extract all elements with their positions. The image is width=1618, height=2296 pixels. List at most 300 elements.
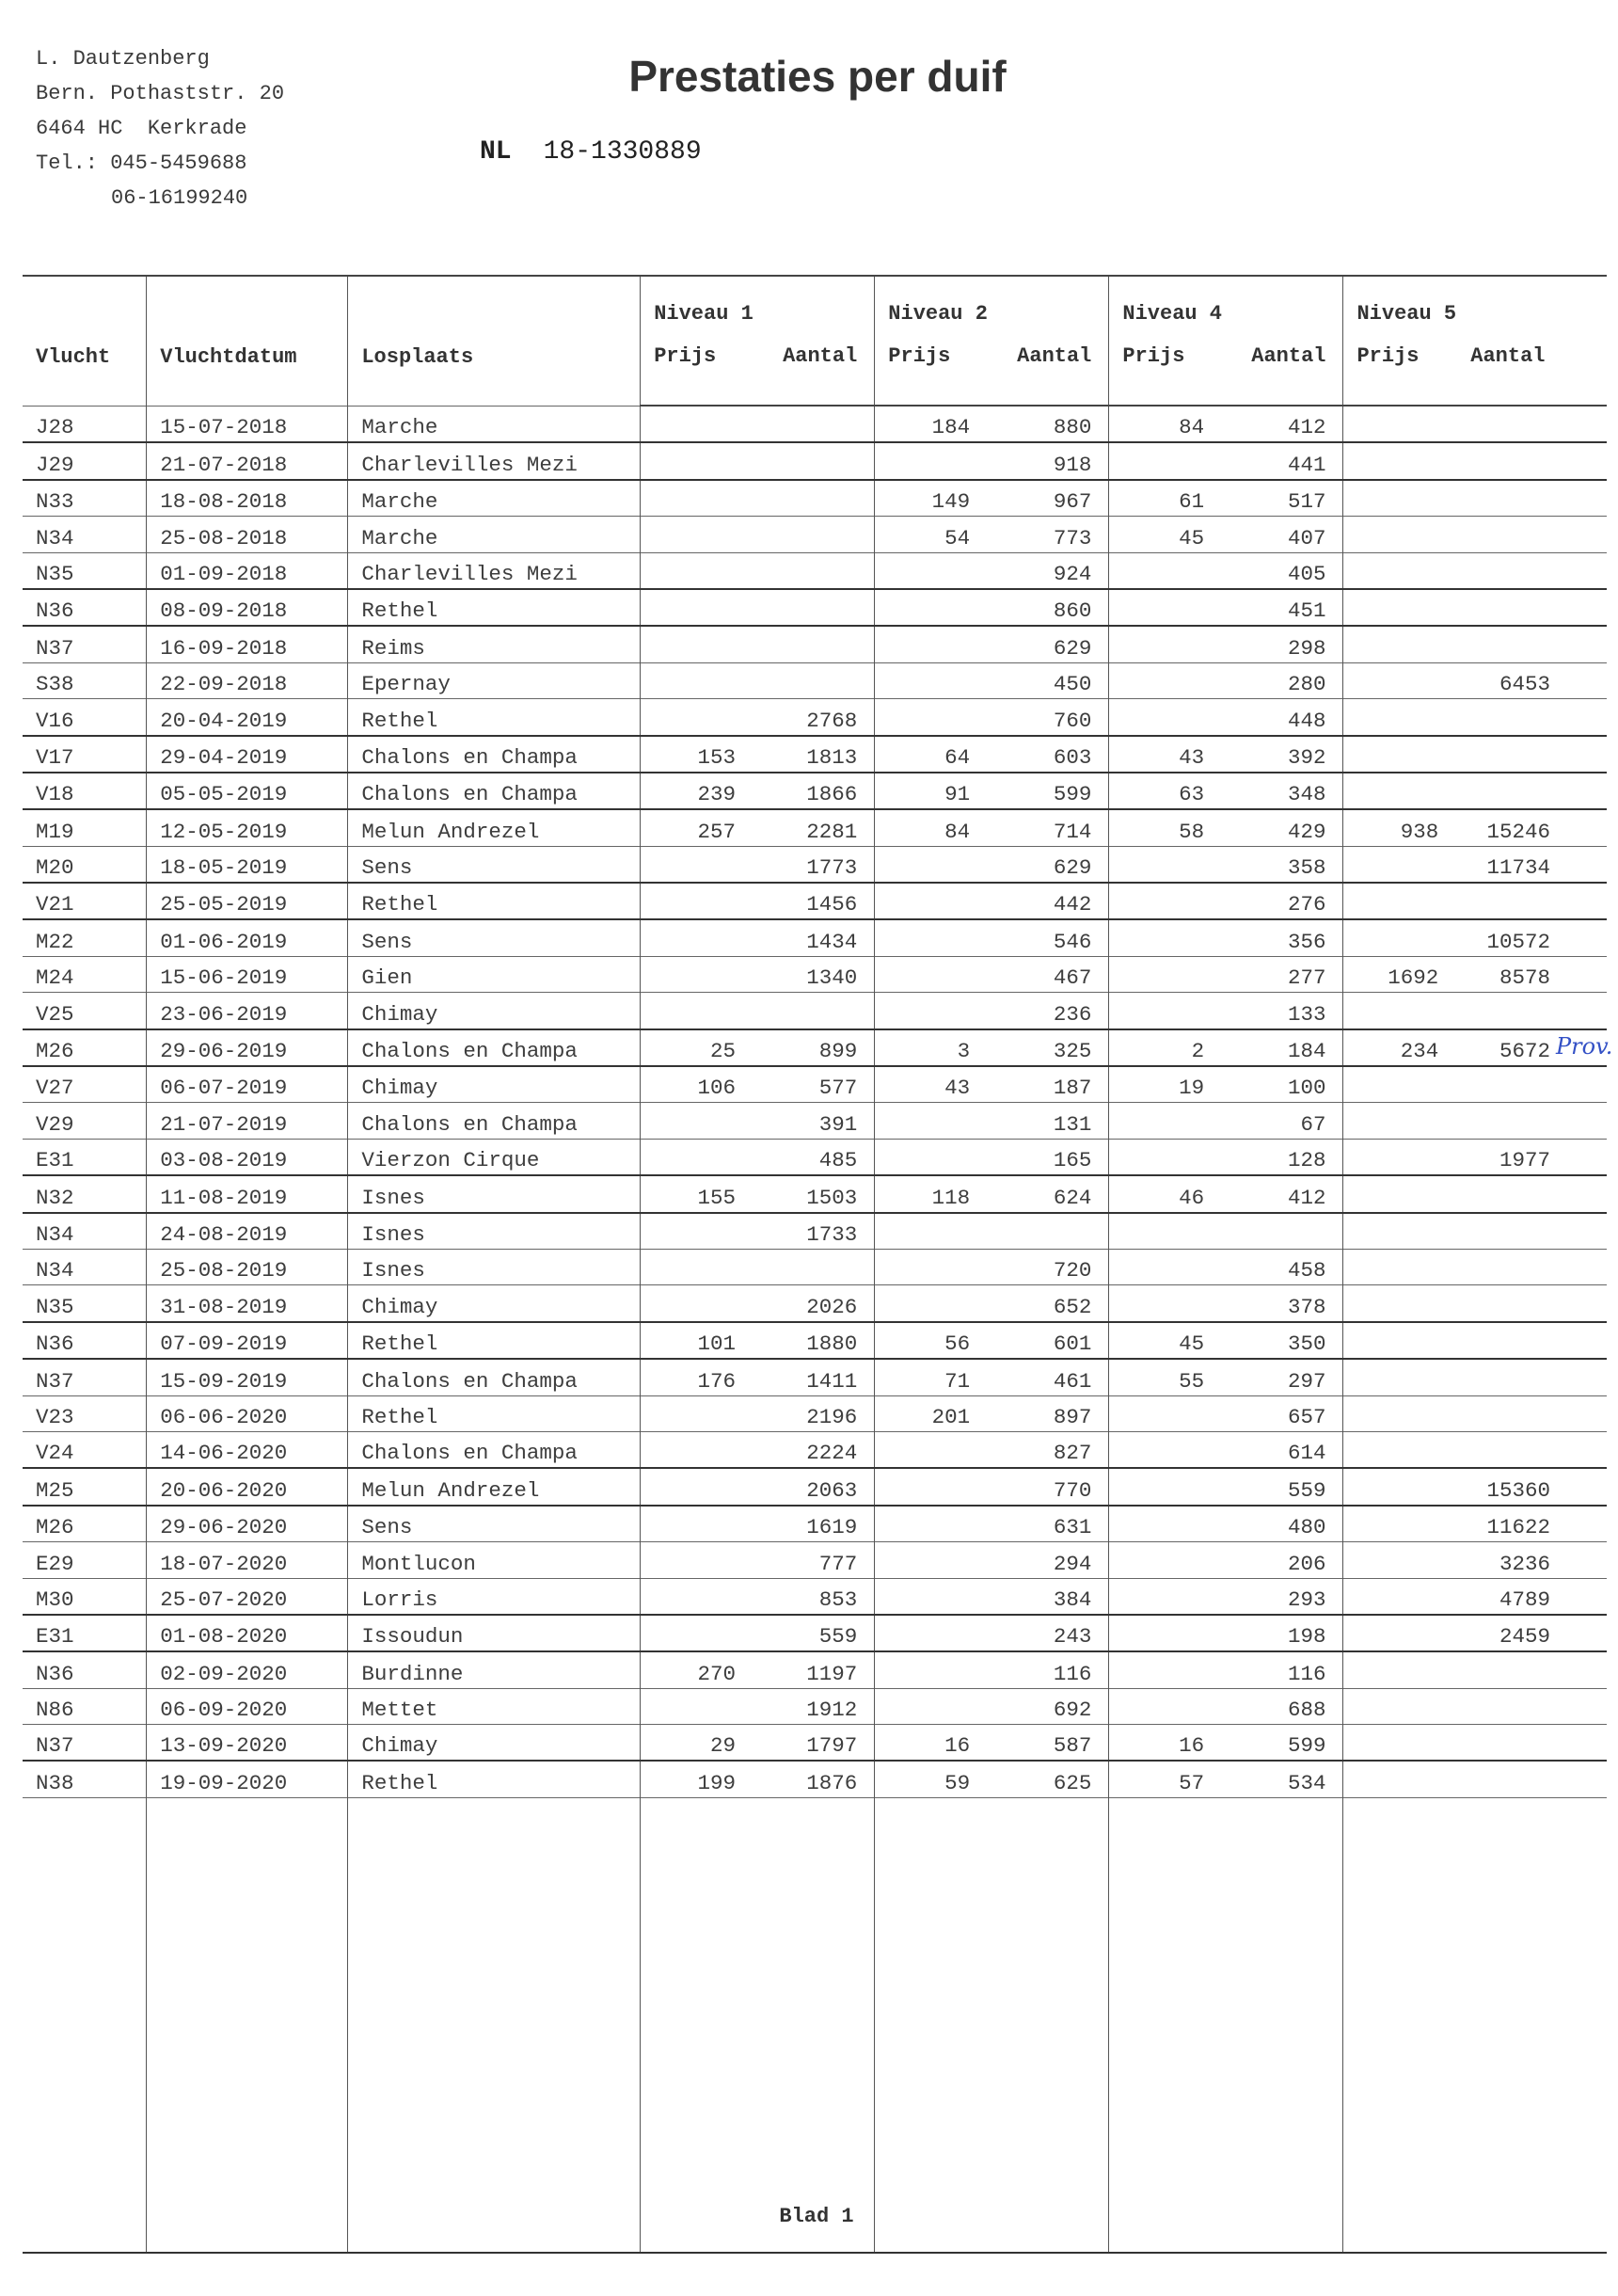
cell-n2-prijs bbox=[875, 552, 983, 589]
cell-n5-prijs bbox=[1343, 1651, 1451, 1688]
cell-n1-prijs bbox=[641, 1431, 749, 1468]
ring-number bbox=[480, 137, 702, 167]
cell-n2-prijs bbox=[875, 1285, 983, 1322]
cell-n1-prijs bbox=[641, 1468, 749, 1505]
cell-vlucht: M25 bbox=[23, 1468, 147, 1505]
cell-losplaats: Chimay bbox=[348, 1285, 641, 1322]
table-row bbox=[23, 517, 1607, 552]
cell-vluchtdatum: 07-09-2019 bbox=[147, 1322, 348, 1359]
cell-n4-prijs: 58 bbox=[1109, 809, 1217, 846]
cell-n4-prijs bbox=[1109, 1139, 1217, 1175]
cell-n2-aantal: 897 bbox=[983, 1395, 1109, 1431]
cell-n2-aantal: 880 bbox=[983, 406, 1109, 442]
cell-n1-prijs: 257 bbox=[641, 809, 749, 846]
cell-n1-aantal: 1197 bbox=[749, 1651, 875, 1688]
table-row bbox=[23, 1066, 1607, 1103]
cell-n1-prijs bbox=[641, 1395, 749, 1431]
cell-n1-aantal: 2196 bbox=[749, 1395, 875, 1431]
cell-n5-aantal bbox=[1451, 480, 1607, 517]
header-niveau-5: Niveau 5 bbox=[1343, 276, 1607, 344]
cell-vlucht: N86 bbox=[23, 1688, 147, 1724]
cell-n2-aantal: 294 bbox=[983, 1542, 1109, 1578]
cell-vlucht: N35 bbox=[23, 552, 147, 589]
cell-n1-prijs bbox=[641, 1615, 749, 1651]
table-row bbox=[23, 1103, 1607, 1139]
cell-n1-prijs bbox=[641, 626, 749, 662]
cell-n4-aantal: 448 bbox=[1217, 699, 1343, 736]
cell-n1-aantal: 391 bbox=[749, 1103, 875, 1139]
empty-cell bbox=[749, 1797, 875, 2253]
table-row bbox=[23, 1213, 1607, 1250]
cell-n4-aantal: 480 bbox=[1217, 1506, 1343, 1542]
cell-n4-prijs bbox=[1109, 1431, 1217, 1468]
cell-vlucht: N34 bbox=[23, 1249, 147, 1284]
header-vluchtdatum: Vluchtdatum bbox=[147, 276, 348, 406]
cell-n5-prijs bbox=[1343, 626, 1451, 662]
cell-losplaats: Sens bbox=[348, 1506, 641, 1542]
cell-n4-aantal: 293 bbox=[1217, 1578, 1343, 1615]
cell-vlucht: V27 bbox=[23, 1066, 147, 1103]
cell-n4-aantal: 67 bbox=[1217, 1103, 1343, 1139]
cell-vlucht: N37 bbox=[23, 1359, 147, 1395]
cell-n1-aantal: 1434 bbox=[749, 919, 875, 956]
cell-n2-prijs bbox=[875, 1615, 983, 1651]
cell-vlucht: N38 bbox=[23, 1761, 147, 1797]
cell-n4-prijs bbox=[1109, 626, 1217, 662]
cell-n2-prijs bbox=[875, 1651, 983, 1688]
cell-n1-aantal: 559 bbox=[749, 1615, 875, 1651]
cell-n2-aantal: 629 bbox=[983, 626, 1109, 662]
header-n1-aantal: Aantal bbox=[749, 344, 875, 406]
cell-n2-prijs: 59 bbox=[875, 1761, 983, 1797]
cell-n2-aantal: 692 bbox=[983, 1688, 1109, 1724]
cell-losplaats: Chalons en Champa bbox=[348, 773, 641, 809]
header-n5-aantal: Aantal bbox=[1451, 344, 1607, 406]
cell-n1-aantal: 1503 bbox=[749, 1175, 875, 1212]
cell-n5-prijs bbox=[1343, 1322, 1451, 1359]
cell-n2-prijs: 54 bbox=[875, 517, 983, 552]
cell-n4-prijs: 63 bbox=[1109, 773, 1217, 809]
cell-losplaats: Charlevilles Mezi bbox=[348, 442, 641, 479]
cell-n4-aantal: 657 bbox=[1217, 1395, 1343, 1431]
table-row bbox=[23, 919, 1607, 956]
cell-n1-prijs bbox=[641, 1578, 749, 1615]
cell-n4-prijs bbox=[1109, 662, 1217, 698]
table-row bbox=[23, 1761, 1607, 1797]
table-row bbox=[23, 1506, 1607, 1542]
table-row bbox=[23, 442, 1607, 479]
cell-vluchtdatum: 23-06-2019 bbox=[147, 993, 348, 1029]
cell-n1-aantal bbox=[749, 552, 875, 589]
cell-n5-aantal: 6453 bbox=[1451, 662, 1607, 698]
cell-n5-aantal: 2459 bbox=[1451, 1615, 1607, 1651]
table-row bbox=[23, 1651, 1607, 1688]
cell-n2-aantal: 546 bbox=[983, 919, 1109, 956]
cell-n5-prijs bbox=[1343, 993, 1451, 1029]
cell-vluchtdatum: 22-09-2018 bbox=[147, 662, 348, 698]
cell-losplaats: Sens bbox=[348, 846, 641, 883]
cell-n1-prijs bbox=[641, 1688, 749, 1724]
cell-n4-aantal: 133 bbox=[1217, 993, 1343, 1029]
empty-cell bbox=[23, 1797, 147, 2253]
cell-n1-aantal: 1866 bbox=[749, 773, 875, 809]
cell-n5-prijs bbox=[1343, 1213, 1451, 1250]
cell-n4-prijs bbox=[1109, 1103, 1217, 1139]
table-row bbox=[23, 626, 1607, 662]
cell-losplaats: Rethel bbox=[348, 883, 641, 919]
cell-n2-prijs bbox=[875, 662, 983, 698]
table-row bbox=[23, 552, 1607, 589]
cell-losplaats: Isnes bbox=[348, 1249, 641, 1284]
cell-vluchtdatum: 16-09-2018 bbox=[147, 626, 348, 662]
cell-n5-aantal bbox=[1451, 1249, 1607, 1284]
cell-n5-aantal bbox=[1451, 1688, 1607, 1724]
cell-n5-prijs bbox=[1343, 552, 1451, 589]
cell-n2-aantal: 601 bbox=[983, 1322, 1109, 1359]
performance-table-wrapper bbox=[23, 275, 1613, 2254]
cell-losplaats: Chimay bbox=[348, 1725, 641, 1762]
cell-vluchtdatum: 06-06-2020 bbox=[147, 1395, 348, 1431]
table-row bbox=[23, 809, 1607, 846]
cell-n5-aantal bbox=[1451, 1175, 1607, 1212]
cell-n5-prijs bbox=[1343, 1103, 1451, 1139]
cell-n1-prijs bbox=[641, 480, 749, 517]
header-n4-prijs: Prijs bbox=[1109, 344, 1217, 406]
cell-vluchtdatum: 19-09-2020 bbox=[147, 1761, 348, 1797]
cell-n2-aantal: 652 bbox=[983, 1285, 1109, 1322]
cell-n1-prijs bbox=[641, 1285, 749, 1322]
cell-n1-prijs bbox=[641, 956, 749, 992]
cell-n2-prijs bbox=[875, 1139, 983, 1175]
cell-n4-prijs: 46 bbox=[1109, 1175, 1217, 1212]
cell-n1-aantal: 1813 bbox=[749, 736, 875, 773]
cell-n1-aantal bbox=[749, 1249, 875, 1284]
cell-n4-aantal: 356 bbox=[1217, 919, 1343, 956]
cell-n5-prijs bbox=[1343, 1506, 1451, 1542]
cell-n1-aantal bbox=[749, 993, 875, 1029]
table-row bbox=[23, 406, 1607, 442]
cell-n5-aantal: 8578 bbox=[1451, 956, 1607, 992]
cell-n1-aantal: 853 bbox=[749, 1578, 875, 1615]
cell-n4-prijs bbox=[1109, 1542, 1217, 1578]
cell-vlucht: V23 bbox=[23, 1395, 147, 1431]
cell-n5-prijs bbox=[1343, 1761, 1451, 1797]
cell-n2-aantal: 714 bbox=[983, 809, 1109, 846]
page-number: Blad 1 bbox=[779, 2205, 854, 2228]
cell-n5-prijs bbox=[1343, 517, 1451, 552]
cell-vluchtdatum: 29-04-2019 bbox=[147, 736, 348, 773]
empty-cell bbox=[1217, 1797, 1343, 2253]
cell-vluchtdatum: 02-09-2020 bbox=[147, 1651, 348, 1688]
cell-n5-prijs bbox=[1343, 1468, 1451, 1505]
cell-n2-prijs bbox=[875, 1249, 983, 1284]
cell-n4-prijs: 84 bbox=[1109, 406, 1217, 442]
cell-losplaats: Rethel bbox=[348, 1322, 641, 1359]
cell-n5-prijs bbox=[1343, 406, 1451, 442]
sender-phone: Tel.: 045-5459688 bbox=[36, 151, 247, 175]
cell-vluchtdatum: 01-08-2020 bbox=[147, 1615, 348, 1651]
header-n2-prijs: Prijs bbox=[875, 344, 983, 406]
cell-n1-aantal: 1876 bbox=[749, 1761, 875, 1797]
cell-losplaats: Chimay bbox=[348, 1066, 641, 1103]
cell-vluchtdatum: 25-08-2019 bbox=[147, 1249, 348, 1284]
cell-n2-prijs bbox=[875, 846, 983, 883]
cell-n4-aantal: 378 bbox=[1217, 1285, 1343, 1322]
cell-n1-aantal: 1411 bbox=[749, 1359, 875, 1395]
cell-n4-aantal: 206 bbox=[1217, 1542, 1343, 1578]
cell-vlucht: J28 bbox=[23, 406, 147, 442]
cell-n5-prijs bbox=[1343, 773, 1451, 809]
cell-n1-prijs: 155 bbox=[641, 1175, 749, 1212]
cell-n1-prijs bbox=[641, 993, 749, 1029]
cell-n1-aantal: 1340 bbox=[749, 956, 875, 992]
cell-n2-aantal: 243 bbox=[983, 1615, 1109, 1651]
cell-vlucht: N37 bbox=[23, 626, 147, 662]
cell-n5-aantal bbox=[1451, 1066, 1607, 1103]
cell-vlucht: M26 bbox=[23, 1029, 147, 1066]
cell-n4-prijs: 57 bbox=[1109, 1761, 1217, 1797]
cell-vluchtdatum: 25-08-2018 bbox=[147, 517, 348, 552]
cell-n2-aantal: 131 bbox=[983, 1103, 1109, 1139]
cell-n4-prijs bbox=[1109, 1468, 1217, 1505]
cell-vluchtdatum: 01-09-2018 bbox=[147, 552, 348, 589]
cell-n5-prijs bbox=[1343, 1285, 1451, 1322]
header-niveau-2: Niveau 2 bbox=[875, 276, 1109, 344]
cell-n2-aantal: 450 bbox=[983, 662, 1109, 698]
table-row bbox=[23, 1688, 1607, 1724]
cell-n4-aantal: 688 bbox=[1217, 1688, 1343, 1724]
cell-n4-prijs: 16 bbox=[1109, 1725, 1217, 1762]
cell-n5-prijs bbox=[1343, 1249, 1451, 1284]
cell-n5-prijs bbox=[1343, 1725, 1451, 1762]
cell-n4-prijs bbox=[1109, 1615, 1217, 1651]
cell-n5-aantal bbox=[1451, 883, 1607, 919]
cell-n4-aantal: 128 bbox=[1217, 1139, 1343, 1175]
cell-n1-aantal: 1880 bbox=[749, 1322, 875, 1359]
cell-n1-aantal: 899 bbox=[749, 1029, 875, 1066]
cell-n5-prijs bbox=[1343, 846, 1451, 883]
cell-n1-aantal bbox=[749, 626, 875, 662]
cell-n5-aantal: 5672 Prov. bbox=[1451, 1029, 1607, 1066]
cell-n5-prijs bbox=[1343, 480, 1451, 517]
cell-n4-aantal bbox=[1217, 1213, 1343, 1250]
cell-vluchtdatum: 15-07-2018 bbox=[147, 406, 348, 442]
cell-losplaats: Melun Andrezel bbox=[348, 1468, 641, 1505]
cell-vluchtdatum: 15-09-2019 bbox=[147, 1359, 348, 1395]
cell-n5-aantal bbox=[1451, 699, 1607, 736]
cell-n4-prijs bbox=[1109, 883, 1217, 919]
cell-n1-prijs: 239 bbox=[641, 773, 749, 809]
cell-losplaats: Lorris bbox=[348, 1578, 641, 1615]
cell-n5-prijs bbox=[1343, 1431, 1451, 1468]
cell-n5-aantal: 11734 bbox=[1451, 846, 1607, 883]
cell-n1-prijs bbox=[641, 1213, 749, 1250]
cell-n5-prijs bbox=[1343, 1395, 1451, 1431]
cell-n1-prijs bbox=[641, 442, 749, 479]
cell-n2-aantal: 236 bbox=[983, 993, 1109, 1029]
header-niveau-1: Niveau 1 bbox=[641, 276, 875, 344]
cell-n5-aantal bbox=[1451, 736, 1607, 773]
cell-n1-aantal: 485 bbox=[749, 1139, 875, 1175]
cell-n5-prijs bbox=[1343, 589, 1451, 626]
cell-n5-aantal bbox=[1451, 626, 1607, 662]
cell-n4-aantal: 405 bbox=[1217, 552, 1343, 589]
cell-n2-aantal: 587 bbox=[983, 1725, 1109, 1762]
cell-n5-aantal bbox=[1451, 993, 1607, 1029]
cell-n2-aantal: 187 bbox=[983, 1066, 1109, 1103]
cell-losplaats: Chalons en Champa bbox=[348, 736, 641, 773]
cell-n5-aantal: 4789 bbox=[1451, 1578, 1607, 1615]
cell-vlucht: N32 bbox=[23, 1175, 147, 1212]
cell-vlucht: N36 bbox=[23, 1322, 147, 1359]
header-niveau-4: Niveau 4 bbox=[1109, 276, 1343, 344]
empty-cell bbox=[147, 1797, 348, 2253]
empty-cell bbox=[1451, 1797, 1607, 2253]
cell-n2-aantal: 760 bbox=[983, 699, 1109, 736]
cell-n5-prijs bbox=[1343, 442, 1451, 479]
cell-n5-aantal bbox=[1451, 1761, 1607, 1797]
cell-vlucht: M22 bbox=[23, 919, 147, 956]
table-row bbox=[23, 883, 1607, 919]
cell-n5-aantal: 15360 bbox=[1451, 1468, 1607, 1505]
cell-n1-prijs bbox=[641, 699, 749, 736]
cell-n5-prijs bbox=[1343, 919, 1451, 956]
cell-n1-aantal bbox=[749, 662, 875, 698]
cell-n1-prijs: 106 bbox=[641, 1066, 749, 1103]
cell-n4-prijs bbox=[1109, 1651, 1217, 1688]
cell-n1-prijs bbox=[641, 517, 749, 552]
performance-table-body bbox=[23, 406, 1613, 2253]
cell-n5-aantal bbox=[1451, 517, 1607, 552]
header-n1-prijs: Prijs bbox=[641, 344, 749, 406]
cell-vluchtdatum: 03-08-2019 bbox=[147, 1139, 348, 1175]
table-row bbox=[23, 956, 1607, 992]
cell-losplaats: Charlevilles Mezi bbox=[348, 552, 641, 589]
cell-n4-aantal: 358 bbox=[1217, 846, 1343, 883]
cell-n1-aantal bbox=[749, 589, 875, 626]
cell-n2-aantal: 624 bbox=[983, 1175, 1109, 1212]
cell-vlucht: M26 bbox=[23, 1506, 147, 1542]
cell-vluchtdatum: 24-08-2019 bbox=[147, 1213, 348, 1250]
cell-vlucht: V21 bbox=[23, 883, 147, 919]
cell-n4-aantal: 412 bbox=[1217, 1175, 1343, 1212]
cell-n1-aantal bbox=[749, 442, 875, 479]
table-row bbox=[23, 1542, 1607, 1578]
cell-vluchtdatum: 11-08-2019 bbox=[147, 1175, 348, 1212]
cell-vlucht: V17 bbox=[23, 736, 147, 773]
cell-losplaats: Sens bbox=[348, 919, 641, 956]
header-n5-prijs: Prijs bbox=[1343, 344, 1451, 406]
cell-n1-aantal: 2768 bbox=[749, 699, 875, 736]
cell-n2-aantal: 599 bbox=[983, 773, 1109, 809]
cell-n4-aantal: 297 bbox=[1217, 1359, 1343, 1395]
cell-n4-aantal: 350 bbox=[1217, 1322, 1343, 1359]
cell-n1-prijs bbox=[641, 662, 749, 698]
cell-n2-aantal: 116 bbox=[983, 1651, 1109, 1688]
cell-n2-prijs bbox=[875, 1506, 983, 1542]
cell-vlucht: V18 bbox=[23, 773, 147, 809]
cell-n4-prijs: 45 bbox=[1109, 1322, 1217, 1359]
cell-n4-prijs bbox=[1109, 552, 1217, 589]
cell-losplaats: Vierzon Cirque bbox=[348, 1139, 641, 1175]
cell-n1-aantal: 1733 bbox=[749, 1213, 875, 1250]
cell-n5-prijs bbox=[1343, 736, 1451, 773]
cell-vluchtdatum: 12-05-2019 bbox=[147, 809, 348, 846]
cell-n5-prijs: 1692 bbox=[1343, 956, 1451, 992]
cell-n4-prijs bbox=[1109, 1249, 1217, 1284]
table-empty-space bbox=[23, 1797, 1607, 2253]
cell-vluchtdatum: 18-08-2018 bbox=[147, 480, 348, 517]
cell-n4-aantal: 280 bbox=[1217, 662, 1343, 698]
cell-n2-prijs bbox=[875, 626, 983, 662]
cell-n5-prijs bbox=[1343, 1578, 1451, 1615]
cell-losplaats: Epernay bbox=[348, 662, 641, 698]
header-losplaats: Losplaats bbox=[348, 276, 641, 406]
cell-n2-prijs bbox=[875, 1542, 983, 1578]
cell-losplaats: Rethel bbox=[348, 1761, 641, 1797]
cell-n2-prijs: 149 bbox=[875, 480, 983, 517]
cell-vluchtdatum: 06-07-2019 bbox=[147, 1066, 348, 1103]
table-row bbox=[23, 1431, 1607, 1468]
ring-id: 18-1330889 bbox=[543, 137, 702, 167]
table-row bbox=[23, 1175, 1607, 1212]
cell-n2-aantal: 773 bbox=[983, 517, 1109, 552]
cell-n4-prijs bbox=[1109, 993, 1217, 1029]
cell-n5-aantal bbox=[1451, 1285, 1607, 1322]
cell-n2-prijs: 201 bbox=[875, 1395, 983, 1431]
cell-vluchtdatum: 21-07-2019 bbox=[147, 1103, 348, 1139]
cell-n2-prijs bbox=[875, 589, 983, 626]
cell-vlucht: N33 bbox=[23, 480, 147, 517]
cell-n5-aantal bbox=[1451, 442, 1607, 479]
cell-n5-aantal: 11622 bbox=[1451, 1506, 1607, 1542]
cell-vlucht: V16 bbox=[23, 699, 147, 736]
cell-vlucht: J29 bbox=[23, 442, 147, 479]
cell-vluchtdatum: 01-06-2019 bbox=[147, 919, 348, 956]
sender-mobile: 06-16199240 bbox=[111, 186, 248, 210]
table-row bbox=[23, 662, 1607, 698]
cell-n1-aantal: 1619 bbox=[749, 1506, 875, 1542]
cell-n1-prijs bbox=[641, 1542, 749, 1578]
cell-n4-aantal: 412 bbox=[1217, 406, 1343, 442]
cell-vlucht: N37 bbox=[23, 1725, 147, 1762]
cell-losplaats: Marche bbox=[348, 480, 641, 517]
cell-n4-aantal: 599 bbox=[1217, 1725, 1343, 1762]
cell-n1-prijs: 176 bbox=[641, 1359, 749, 1395]
cell-n4-aantal: 429 bbox=[1217, 809, 1343, 846]
cell-n2-aantal: 325 bbox=[983, 1029, 1109, 1066]
cell-n2-aantal: 629 bbox=[983, 846, 1109, 883]
cell-n5-aantal bbox=[1451, 1213, 1607, 1250]
cell-n2-aantal: 770 bbox=[983, 1468, 1109, 1505]
cell-losplaats: Marche bbox=[348, 406, 641, 442]
cell-vluchtdatum: 31-08-2019 bbox=[147, 1285, 348, 1322]
cell-n4-aantal: 392 bbox=[1217, 736, 1343, 773]
cell-vluchtdatum: 25-07-2020 bbox=[147, 1578, 348, 1615]
cell-n5-prijs bbox=[1343, 883, 1451, 919]
cell-n2-prijs bbox=[875, 1431, 983, 1468]
cell-n1-aantal: 2281 bbox=[749, 809, 875, 846]
cell-vlucht: S38 bbox=[23, 662, 147, 698]
cell-n2-prijs bbox=[875, 1213, 983, 1250]
cell-losplaats: Issoudun bbox=[348, 1615, 641, 1651]
cell-n4-prijs: 55 bbox=[1109, 1359, 1217, 1395]
cell-n5-aantal: 15246 bbox=[1451, 809, 1607, 846]
cell-n4-prijs bbox=[1109, 442, 1217, 479]
cell-vlucht: E29 bbox=[23, 1542, 147, 1578]
header-n4-aantal: Aantal bbox=[1217, 344, 1343, 406]
cell-vlucht: V24 bbox=[23, 1431, 147, 1468]
